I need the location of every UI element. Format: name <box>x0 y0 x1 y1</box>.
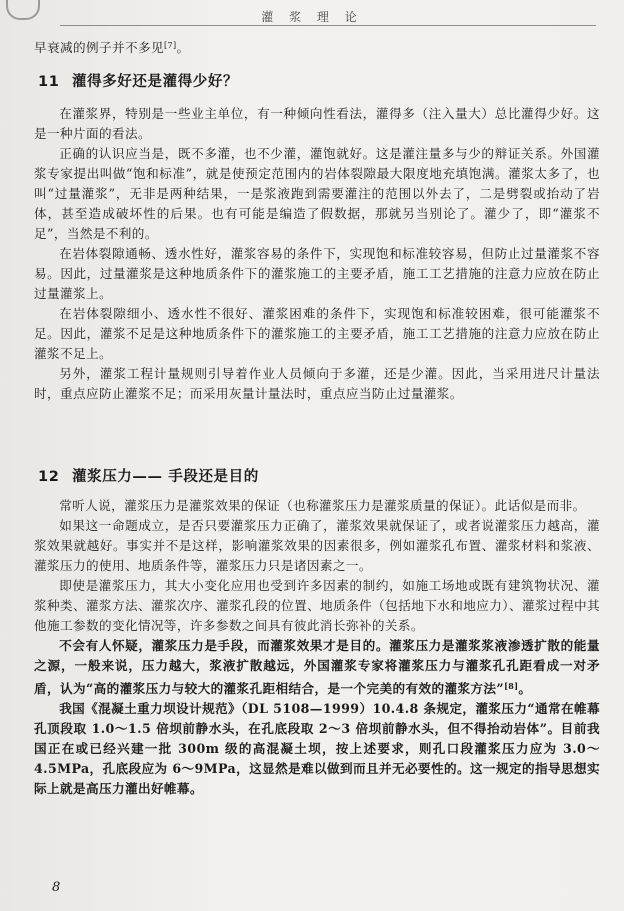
section-11-heading <box>38 70 238 91</box>
intro-line <box>34 36 600 58</box>
paragraph: 即使是灌浆压力，其大小变化应用也受到许多因素的制约，如施工场地或既有建筑物状况、灌浆种类、灌浆方法、灌浆次序、灌浆孔段的位置、地质条件（包括地下水和地应力）、灌浆过程中其他施工参数的变化情况等，许多参数之间具有彼此消长弥补的关系。 <box>34 578 600 633</box>
reference-mark: [8] <box>504 681 519 691</box>
paragraph: 另外，灌浆工程计量规则引导着作业人员倾向于多灌，还是少灌。因此，当采用进尺计量法时，重点应防止灌浆不足；而采用灰量计量法时，重点应当防止过量灌浆。 <box>34 366 600 401</box>
page-header <box>0 0 624 34</box>
paragraph: 在灌浆界，特别是一些业主单位，有一种倾向性看法，灌得多（注入量大）总比灌得少好。这是一种片面的看法。 <box>34 106 600 141</box>
section-title: 灌得多好还是灌得少好？ <box>72 74 239 90</box>
section-number: 12 <box>38 469 60 485</box>
section-11-body <box>34 104 600 404</box>
paragraph-end: 。 <box>518 681 532 696</box>
paragraph: 我国《混凝土重力坝设计规范》（DL 5108—1999）10.4.8 条规定，灌浆压力“通常在帷幕孔顶段取 1.0～1.5 倍坝前静水头，在孔底段取 2～3 倍坝前静水头，但不得抬动岩体”。目前我国正在或已经兴建一批 300m 级的高混凝土坝，按上述要求，则孔口段灌浆压力应为 3.0～4.5MPa，孔底段应为 6～9MPa，这显然是难以做到而且并无必要性的。这一规定的指导思想实际上就是高压力灌出好帷幕。 <box>34 701 601 796</box>
paragraph: 正确的认识应当是，既不多灌，也不少灌，灌饱就好。这是灌注量多与少的辩证关系。外国灌浆专家提出叫做“饱和标准”，就是使预定范围内的岩体裂隙最大限度地充填饱满。灌浆太多了，也叫“过量灌浆”，无非是两种结果，一是浆液跑到需要灌注的范围以外去了，二是劈裂或抬动了岩体，甚至造成破坏性的后果。也有可能是编造了假数据，那就另当别论了。灌少了，即“灌浆不足”，当然是不利的。 <box>34 146 600 241</box>
paragraph: 如果这一命题成立，是否只要灌浆压力正确了，灌浆效果就保证了，或者说灌浆压力越高，灌浆效果就越好。事实并不是这样，影响灌浆效果的因素很多，例如灌浆孔布置、灌浆材料和浆液、灌浆压力的使用、地质条件等，灌浆压力只是诸因素之一。 <box>34 518 600 573</box>
section-number: 11 <box>38 74 60 90</box>
running-title: 灌 浆 理 论 <box>261 10 363 24</box>
paragraph: 在岩体裂隙细小、透水性不很好、灌浆困难的条件下，实现饱和标准较困难，很可能灌浆不足。因此，灌浆不足是这种地质条件下的灌浆施工的主要矛盾，施工工艺措施的注意力应放在防止灌浆不足上。 <box>34 306 600 361</box>
page-number: 8 <box>52 880 61 895</box>
paragraph-with-ref <box>34 636 600 699</box>
paragraph: 在岩体裂隙通畅、透水性好，灌浆容易的条件下，实现饱和标准较容易，但防止过量灌浆不容易。因此，过量灌浆是这种地质条件下的灌浆施工的主要矛盾，施工工艺措施的注意力应放在防止过量灌浆上。 <box>34 246 600 301</box>
intro-text: 早衰减的例子并不多见 <box>34 40 164 55</box>
header-rule <box>60 25 596 26</box>
section-title: 灌浆压力—— 手段还是目的 <box>72 469 259 485</box>
reference-mark: [7] <box>163 41 177 50</box>
section-12-heading <box>38 465 259 486</box>
intro-end: 。 <box>176 40 190 55</box>
paragraph: 常听人说，灌浆压力是灌浆效果的保证（也称灌浆压力是灌浆质量的保证）。此话似是而非。 <box>59 498 586 513</box>
section-12-body <box>34 496 600 799</box>
paragraph: 不会有人怀疑，灌浆压力是手段，而灌浆效果才是目的。灌浆压力是灌浆浆液渗透扩散的能量之源，一般来说，压力越大，浆液扩散越远，外国灌浆专家将灌浆压力与灌浆孔孔距看成一对矛盾，认为“高的灌浆压力与较大的灌浆孔距相结合，是一个完美的有效的灌浆方法” <box>34 638 600 696</box>
